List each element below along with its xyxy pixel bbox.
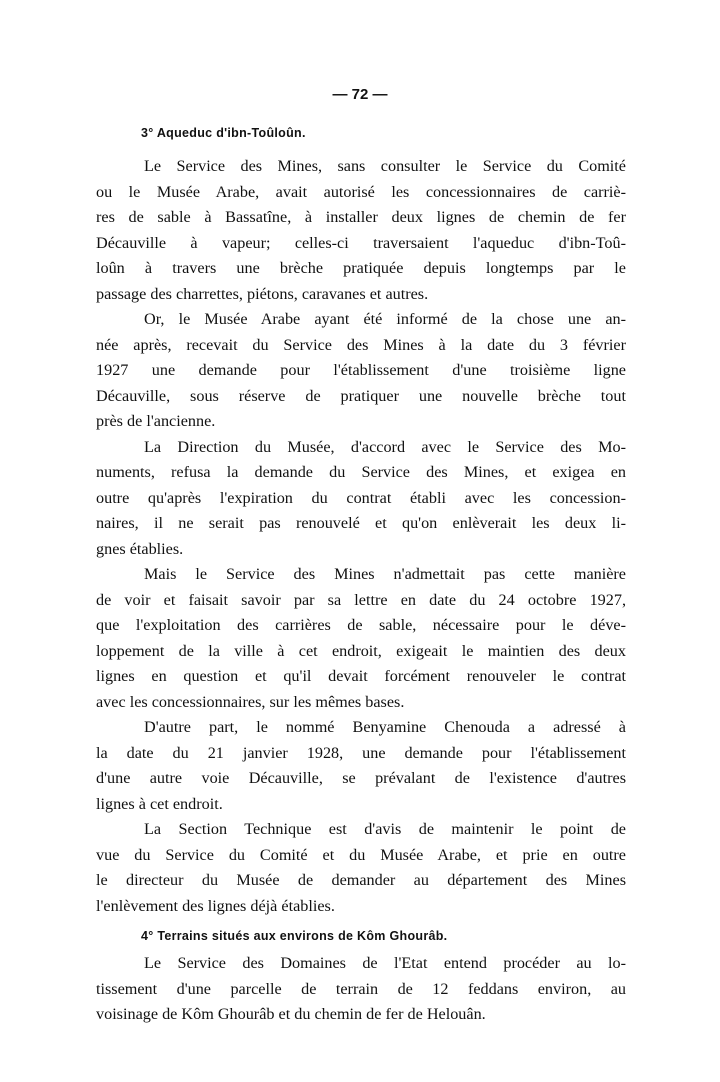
text-line: ou le Musée Arabe, avait autorisé les concessionnaires de carriè- (96, 182, 626, 201)
paragraph (96, 307, 626, 435)
text-line: outre qu'après l'expiration du contrat établi avec les concession- (96, 488, 626, 507)
page-number: — 72 — (332, 86, 388, 103)
text-line: lignes à cet endroit. (96, 794, 223, 813)
text-line: d'une autre voie Décauville, se prévalant de l'existence d'autres (96, 769, 626, 787)
text-line: numents, refusa la demande du Service des Mines, et exigea en (96, 463, 626, 481)
text-line: avec les concessionnaires, sur les mêmes bases. (96, 692, 405, 711)
text-line: près de l'ancienne. (96, 412, 216, 430)
paragraph (96, 562, 626, 715)
text-line: le directeur du Musée de demander au département des Mines (96, 871, 626, 889)
text-line: Or, le Musée Arabe ayant été informé de la chose une an- (144, 310, 626, 328)
text-line: Le Service des Mines, sans consulter le Service du Comité (144, 157, 626, 175)
section-heading-4: 4° Terrains situés aux environs de Kôm Ghourâb. (141, 929, 448, 943)
text-line: Mais le Service des Mines n'admettait pas cette manière (144, 565, 626, 583)
text-line: Le Service des Domaines de l'Etat entend procéder au lo- (144, 954, 626, 972)
text-line: née après, recevait du Service des Mines à la date du 3 février (96, 335, 626, 354)
text-line: la date du 21 janvier 1928, une demande pour l'établissement (96, 743, 626, 762)
text-line: La Direction du Musée, d'accord avec le Service des Mo- (144, 437, 626, 456)
text-line: gnes établies. (96, 539, 184, 558)
page-body (96, 122, 626, 1028)
text-line: res de sable à Bassatîne, à installer deux lignes de chemin de fer (96, 208, 626, 226)
text-line: loûn à travers une brèche pratiquée depuis longtemps par le (96, 259, 626, 277)
paragraph (96, 817, 626, 919)
text-line: lignes en question et qu'il devait forcément renouveler le contrat (96, 667, 626, 685)
text-line: vue du Service du Comité et du Musée Arabe, et prie en outre (96, 845, 626, 864)
section-heading-3: 3° Aqueduc d'ibn-Toûloûn. (141, 126, 306, 140)
text-line: loppement de la ville à cet endroit, exigeait le maintien des deux (96, 641, 626, 660)
text-line: naires, il ne serait pas renouvelé et qu'on enlèverait les deux li- (96, 514, 626, 532)
text-line: Décauville à vapeur; celles-ci traversaient l'aqueduc d'ibn-Toû- (96, 233, 626, 252)
text-line: de voir et faisait savoir par sa lettre en date du 24 octobre 1927, (96, 590, 626, 609)
text-line: voisinage de Kôm Ghourâb et du chemin de fer de Helouân. (96, 1005, 486, 1023)
paragraph (96, 951, 626, 1028)
text-line: Décauville, sous réserve de pratiquer une nouvelle brèche tout (96, 386, 626, 405)
text-line: l'enlèvement des lignes déjà établies. (96, 896, 335, 915)
text-line: La Section Technique est d'avis de maintenir le point de (144, 820, 626, 838)
text-line: que l'exploitation des carrières de sable, nécessaire pour le déve- (96, 616, 626, 634)
text-line: tissement d'une parcelle de terrain de 12 feddans environ, au (96, 979, 626, 998)
text-line: passage des charrettes, piétons, caravanes et autres. (96, 284, 429, 303)
text-line: 1927 une demande pour l'établissement d'une troisième ligne (96, 361, 626, 379)
paragraph (96, 435, 626, 563)
paragraph (96, 715, 626, 817)
text-line: D'autre part, le nommé Benyamine Chenouda a adressé à (144, 718, 626, 736)
paragraph (96, 154, 626, 307)
